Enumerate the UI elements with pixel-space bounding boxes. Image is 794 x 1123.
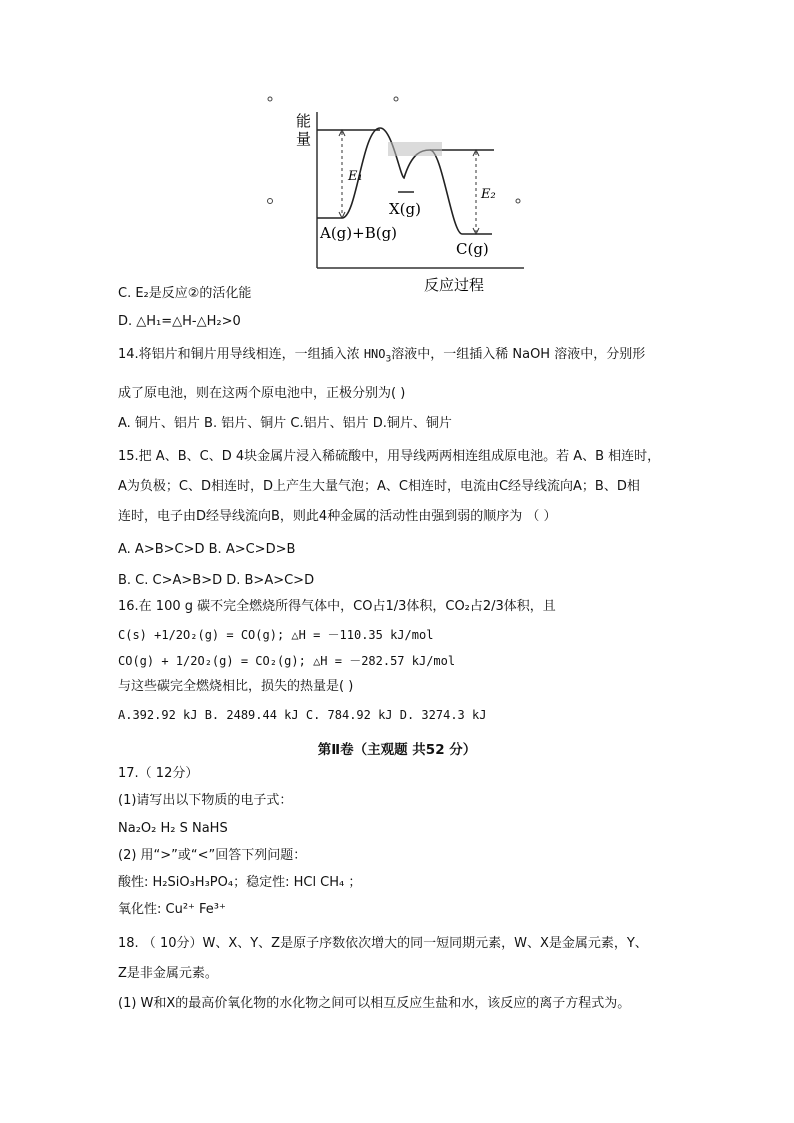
q14-line1: [118, 345, 645, 369]
q14-options: A. 铜片、铝片 B. 铝片、铜片 C.铝片、铝片 D.铜片、铜片: [118, 416, 452, 431]
q16-eq1: C(s) +1/2O₂(g) = CO(g); △H = －110.35 kJ/mol: [118, 628, 434, 642]
e2-label: E₂: [481, 187, 496, 202]
q17-formulas: Na₂O₂ H₂ S NaHS: [118, 821, 228, 836]
option-d: D. △H₁=△H-△H₂>0: [118, 314, 241, 329]
option-c: C. E₂是反应②的活化能: [118, 286, 252, 301]
q16-line1: 16.在 100 g 碳不完全燃烧所得气体中，CO占1/3体积，CO₂占2/3体积，且: [118, 599, 556, 614]
energy-diagram: [262, 92, 542, 302]
q18-line3: (1) W和X的最高价氧化物的水化物之间可以相互反应生盐和水，该反应的离子方程式为。: [118, 996, 631, 1011]
q16-options: A.392.92 kJ B. 2489.44 kJ C. 784.92 kJ D. 3274.3 kJ: [118, 708, 487, 722]
section-title: 第Ⅱ卷（主观题 共52 分）: [317, 742, 477, 758]
q17-acidity: 酸性: H₂SiO₃H₃PO₄；稳定性: HCl CH₄ ；: [118, 875, 362, 890]
q18-line1: 18. （ 10分）W、X、Y、Z是原子序数依次增大的同一短同期元素，W、X是金属元素，Y、: [118, 936, 648, 951]
q18-line2: Z是非金属元素。: [118, 966, 218, 981]
y-axis-label-2: 量: [296, 130, 312, 148]
q15-line1: 15.把 A、B、C、D 4块金属片浸入稀硫酸中，用导线两两相连组成原电池。若 A、B 相连时，: [118, 449, 661, 464]
q15-options-1: A. A>B>C>D B. A>C>D>B: [118, 542, 296, 557]
intermediate-label: X(g): [389, 200, 421, 218]
q16-eq2: CO(g) + 1/2O₂(g) = CO₂(g); △H = －282.57 kJ/mol: [118, 654, 456, 668]
q14-sub: 3: [385, 354, 392, 365]
q17-oxidation: 氧化性: Cu²⁺ Fe³⁺: [118, 902, 226, 917]
q15-line2: A为负极；C、D相连时，D上产生大量气泡；A、C相连时，电流由C经导线流向A；B、D相: [118, 479, 640, 494]
q17-part2: (2) 用“>”或“<”回答下列问题：: [118, 848, 307, 863]
x-axis-label: 反应过程: [424, 276, 485, 294]
q16-line3: 与这些碳完全燃烧相比，损失的热量是( ): [118, 679, 354, 694]
q15-line3: 连时，电子由D经导线流向B，则此4种金属的活动性由强到弱的顺序为 （ ）: [118, 509, 557, 524]
corner-mark: [394, 97, 398, 101]
q17-part1: (1)请写出以下物质的电子式：: [118, 793, 293, 808]
product-label: C(g): [456, 240, 489, 258]
reactants-label: A(g)+B(g): [320, 224, 398, 242]
corner-mark: [268, 199, 273, 204]
y-axis-label-1: 能: [296, 112, 312, 130]
corner-mark: [516, 199, 520, 203]
corner-mark: [268, 97, 272, 101]
blurred-label: [388, 142, 442, 156]
q14-hno3: HNO: [363, 347, 386, 361]
e1-label: E₁: [348, 169, 363, 184]
q14-line2: 成了原电池，则在这两个原电池中，正极分别为( ): [118, 386, 406, 401]
e2-arrowheads: [473, 150, 479, 234]
q14-text-a: 14.将铝片和铜片用导线相连，一组插入浓: [118, 347, 360, 362]
q15-options-2: B. C. C>A>B>D D. B>A>C>D: [118, 573, 315, 588]
q14-text-b: 溶液中，一组插入稀 NaOH 溶液中，分别形: [391, 347, 646, 362]
q17-head: 17.（ 12分）: [118, 766, 199, 781]
